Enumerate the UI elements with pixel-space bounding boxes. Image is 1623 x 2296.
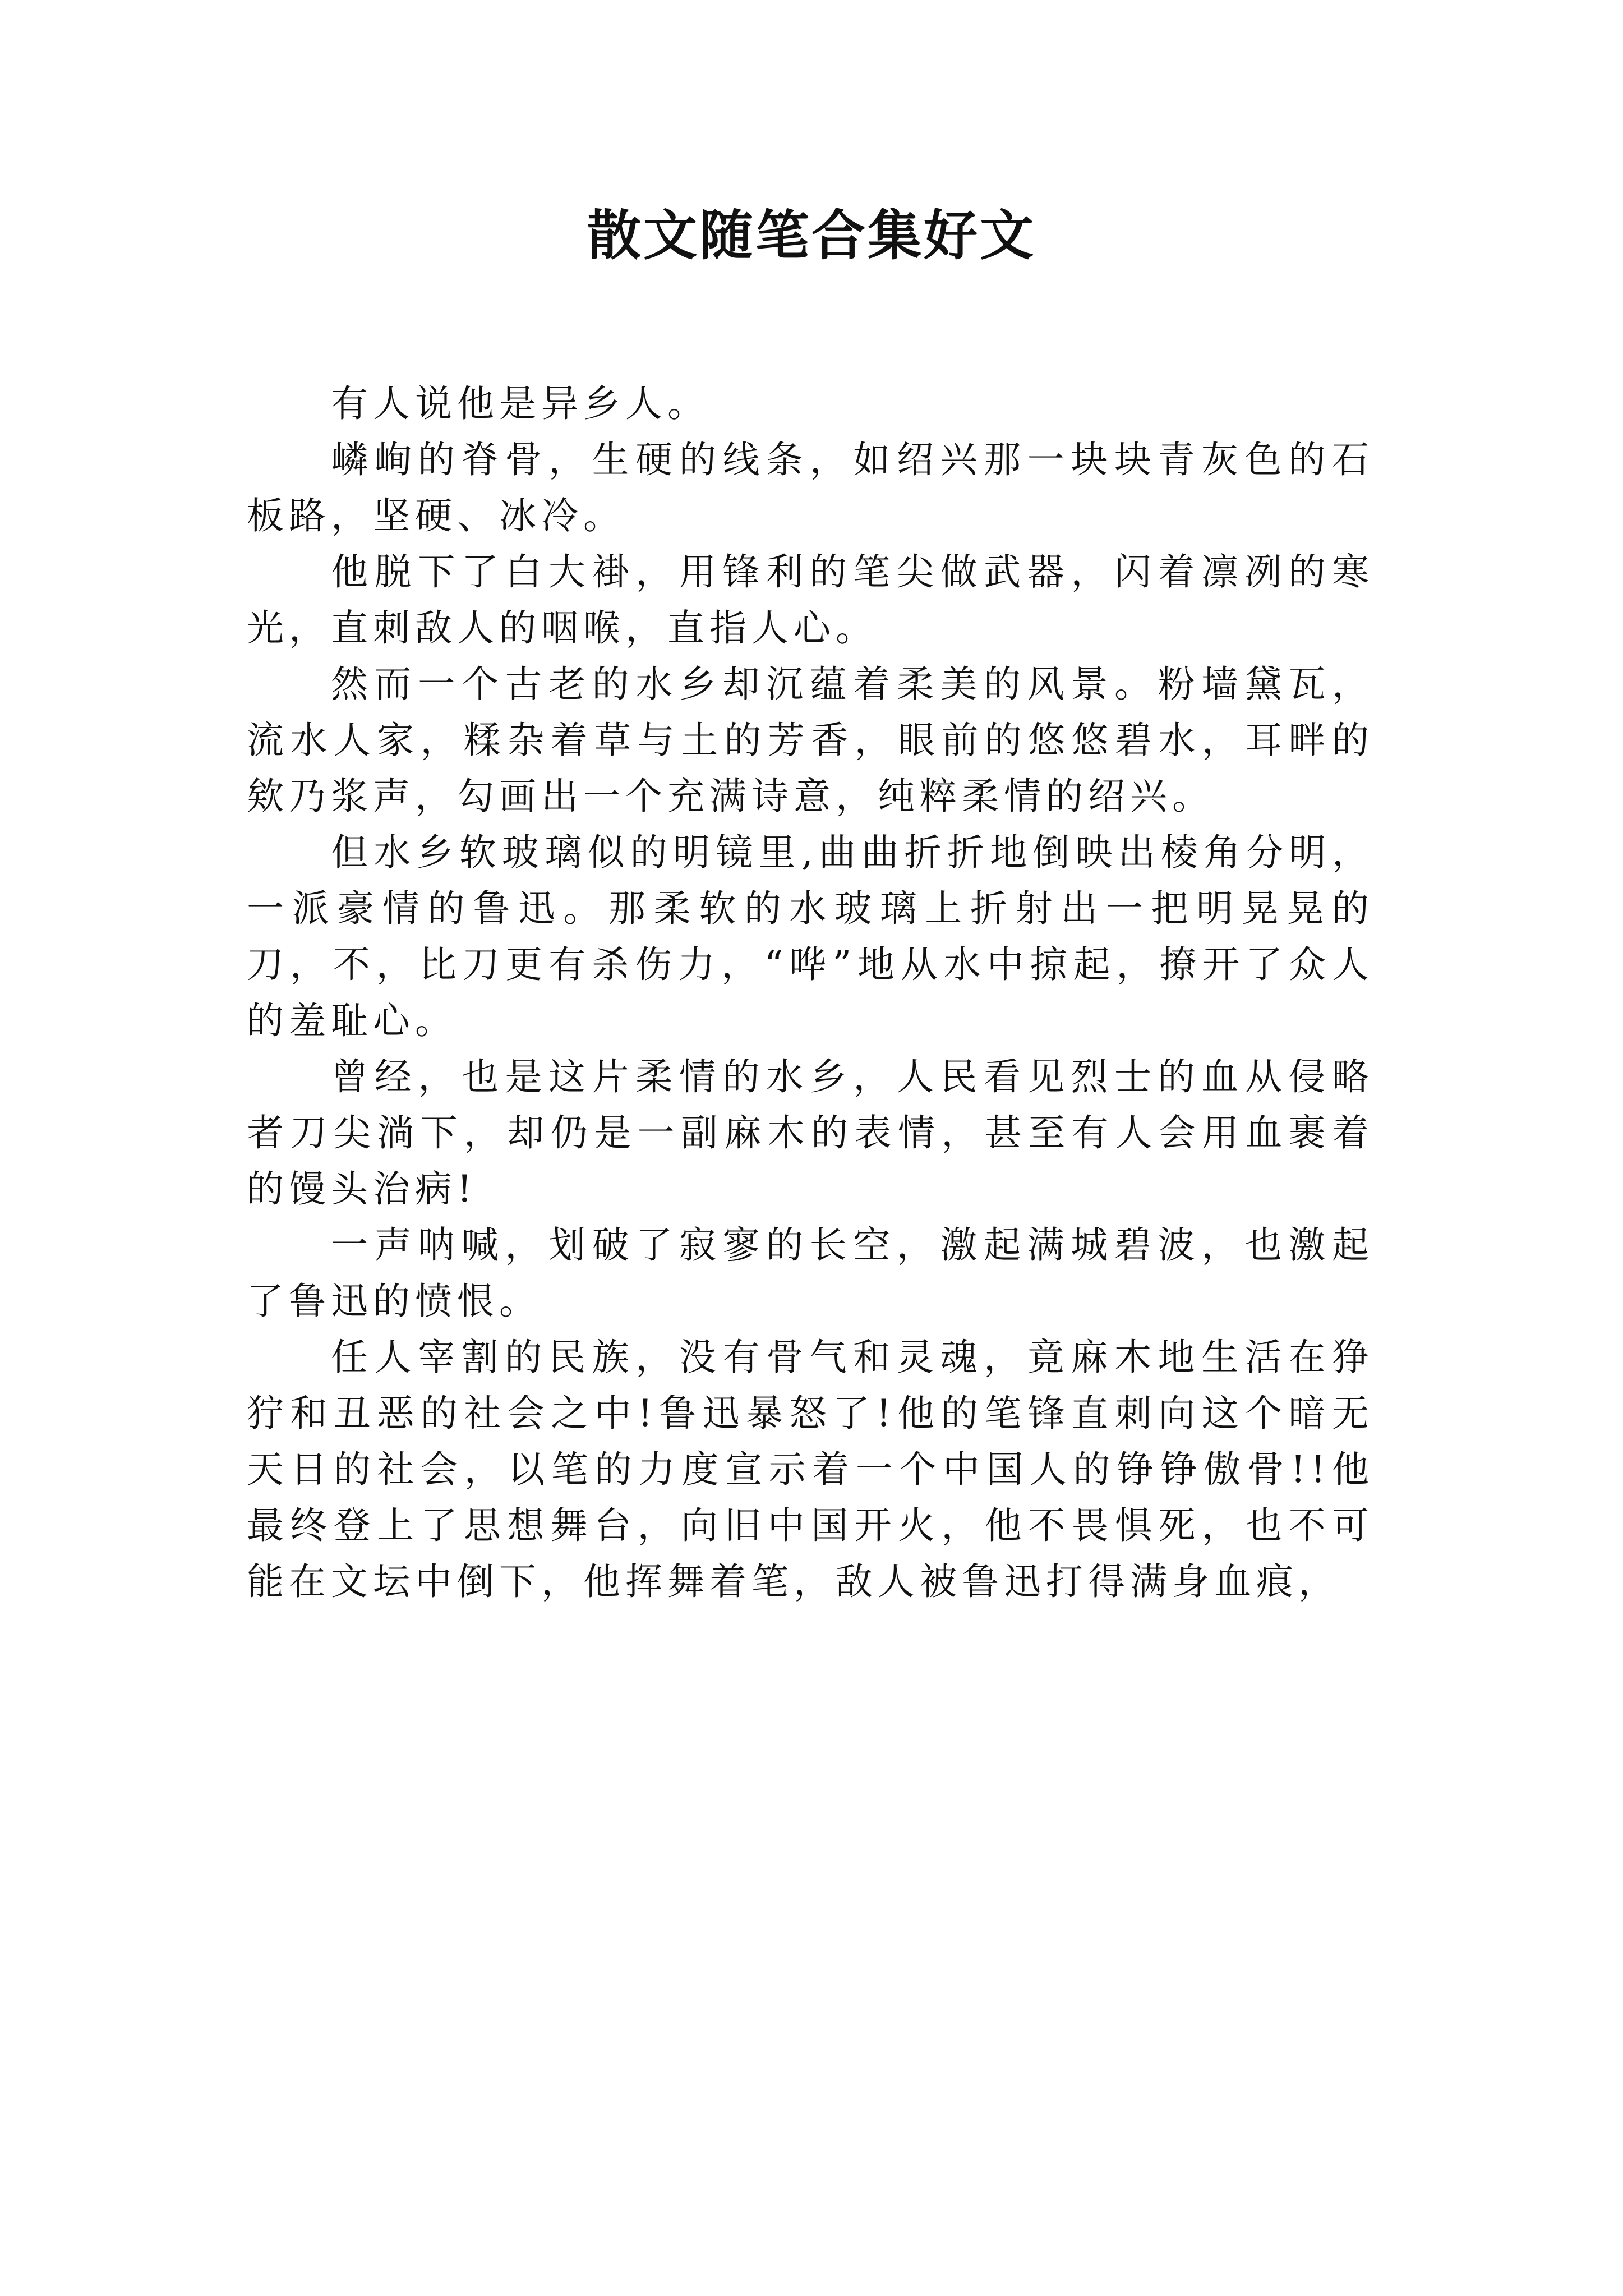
paragraph: 他脱下了白大褂，用锋利的笔尖做武器，闪着凛冽的寒光，直刺敌人的咽喉，直指人心。	[247, 550, 1374, 650]
document-title: 散文随笔合集好文	[587, 204, 1036, 267]
paragraph: 但水乡软玻璃似的明镜里,曲曲折折地倒映出棱角分明，一派豪情的鲁迅。那柔软的水玻璃上折射出一把明晃晃的刀，不，比刀更有杀伤力，“哗”地从水中掠起，撩开了众人的羞耻心。	[247, 831, 1374, 1042]
paragraph: 有人说他是异乡人。	[331, 382, 709, 425]
paragraph: 一声呐喊，划破了寂寥的长空，激起满城碧波，也激起了鲁迅的愤恨。	[247, 1223, 1374, 1323]
paragraph: 然而一个古老的水乡却沉蕴着柔美的风景。粉墙黛瓦，流水人家，糅杂着草与土的芳香，眼前的悠悠碧水，耳畔的欸乃浆声，勾画出一个充满诗意，纯粹柔情的绍兴。	[247, 662, 1374, 818]
paragraph: 嶙峋的脊骨，生硬的线条，如绍兴那一块块青灰色的石板路，坚硬、冰冷。	[247, 438, 1374, 537]
paragraph: 曾经，也是这片柔情的水乡，人民看见烈士的血从侵略者刀尖淌下，却仍是一副麻木的表情，甚至有人会用血裹着的馒头治病!	[247, 1055, 1374, 1211]
document-body	[247, 376, 1374, 1610]
paragraph: 任人宰割的民族，没有骨气和灵魂，竟麻木地生活在狰狞和丑恶的社会之中!鲁迅暴怒了!他的笔锋直刺向这个暗无天日的社会，以笔的力度宣示着一个中国人的铮铮傲骨!!他最终登上了思想舞台，向旧中国开火，他不畏惧死，也不可能在文坛中倒下，他挥舞着笔，敌人被鲁迅打得满身血痕，	[247, 1336, 1374, 1603]
